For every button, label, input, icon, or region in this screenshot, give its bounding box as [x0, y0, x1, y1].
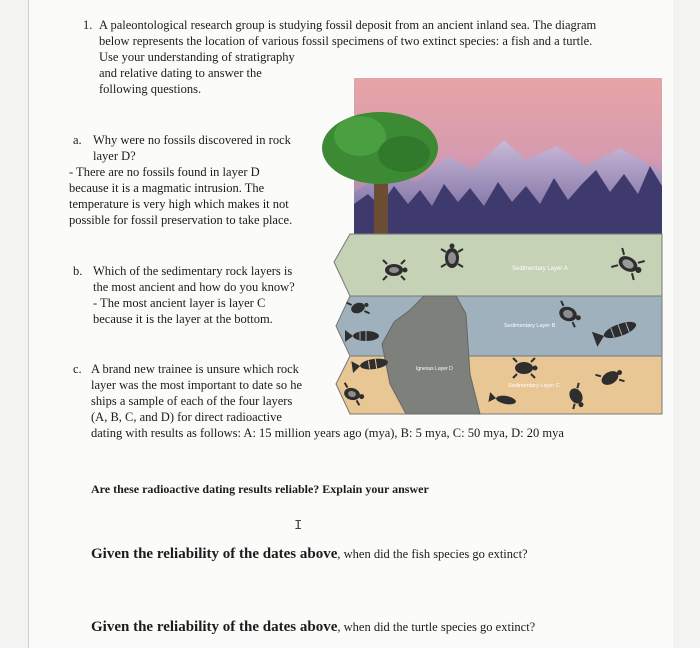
- intro-line-3: Use your understanding of stratigraphy: [99, 50, 295, 64]
- part-b-answer-1: - The most ancient layer is layer C: [93, 296, 266, 310]
- fish-question-bold: Given the reliability of the dates above: [91, 546, 338, 562]
- part-c-line-5: dating with results as follows: A: 15 million years ago (mya), B: 5 mya, C: 50 mya, D: 20 mya: [91, 426, 564, 440]
- fish-question-rest: , when did the fish species go extinct?: [337, 547, 528, 561]
- turtle-extinction-question: [91, 620, 535, 635]
- turtle-question-rest: , when did the turtle species go extinct?: [337, 620, 536, 634]
- intro-line-1: A paleontological research group is studying fossil deposit from an ancient inland sea. The diagram: [99, 18, 597, 32]
- tree-canopy-shade: [378, 136, 430, 172]
- fish-extinction-question: [91, 547, 528, 562]
- part-b-question-1: Which of the sedimentary rock layers is: [93, 264, 293, 278]
- reliability-question: Are these radioactive dating results reliable? Explain your answer: [91, 482, 429, 496]
- part-a-letter: a.: [73, 133, 82, 147]
- intro-line-4: and relative dating to answer the: [99, 66, 262, 80]
- part-c-line-2: layer was the most important to date so he: [91, 378, 303, 392]
- layer-b-label: Sedimentary Layer B: [504, 323, 556, 329]
- layer-a: [334, 234, 662, 296]
- part-c-line-3: ships a sample of each of the four layers: [91, 394, 293, 408]
- stratigraphy-diagram: [320, 74, 670, 418]
- intro-line-5: following questions.: [99, 82, 202, 96]
- part-a-answer-3: temperature is very high which makes it not: [69, 197, 289, 211]
- part-a-answer-4: possible for fossil preservation to take place.: [69, 213, 293, 227]
- tree-canopy-highlight: [334, 116, 386, 156]
- part-a-question-2: layer D?: [93, 149, 136, 163]
- part-b-answer-2: because it is the layer at the bottom.: [93, 312, 273, 326]
- part-a-question-1: Why were no fossils discovered in rock: [93, 133, 291, 147]
- part-a-answer-2: because it is a magmatic intrusion. The: [69, 181, 265, 195]
- text-cursor-icon: I: [294, 518, 303, 534]
- part-b-letter: b.: [73, 264, 83, 278]
- part-c-letter: c.: [73, 362, 82, 376]
- layer-a-label: Sedimentary Layer A: [512, 266, 568, 272]
- part-b-question-2: the most ancient and how do you know?: [93, 280, 295, 294]
- part-a-answer-1: - There are no fossils found in layer D: [69, 165, 260, 179]
- layer-c-label: Sedimentary Layer C: [508, 383, 560, 389]
- question-number: 1.: [83, 18, 93, 32]
- turtle-question-bold: Given the reliability of the dates above: [91, 619, 338, 635]
- intro-line-2: below represents the location of various fossil specimens of two extinct species: a fish and a turtle.: [99, 34, 593, 48]
- layer-d-label: Igneous Layer D: [416, 366, 453, 372]
- part-c-line-1: A brand new trainee is unsure which rock: [91, 362, 299, 376]
- part-c-line-4: (A, B, C, and D) for direct radioactive: [91, 410, 282, 424]
